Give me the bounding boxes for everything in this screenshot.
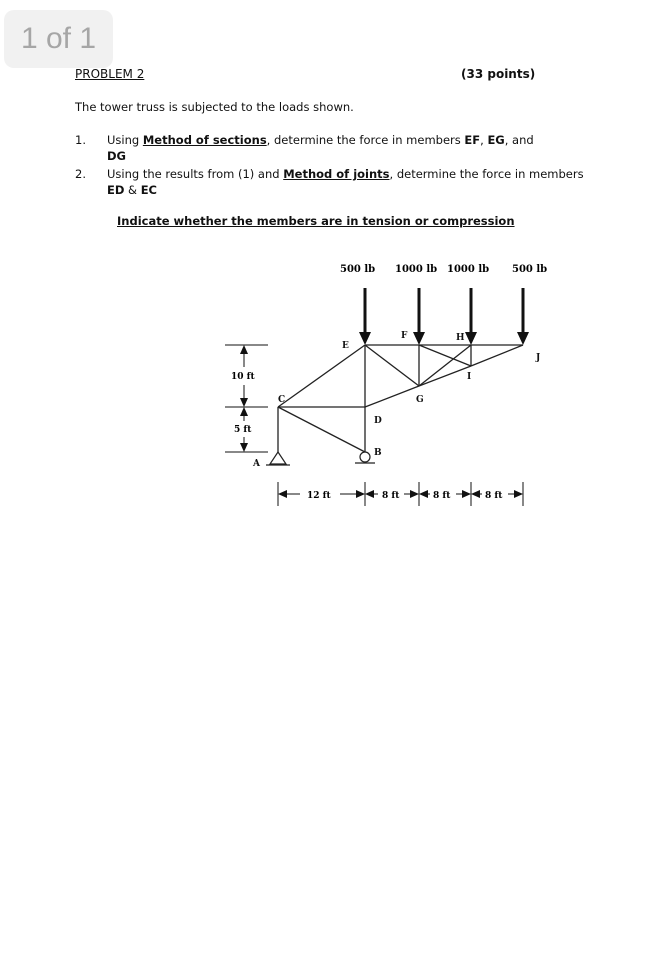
task-text-part: , <box>480 133 488 147</box>
load-label: 1000 lb <box>447 264 490 275</box>
joint-label: D <box>374 416 382 426</box>
task-text-part: , and <box>504 133 534 147</box>
instruction-note: Indicate whether the members are in tension or compression <box>117 214 515 228</box>
dimension-label: 5 ft <box>234 425 252 435</box>
task-text-part: Using the results from (1) and <box>107 167 284 181</box>
task-number: 2. <box>75 167 86 181</box>
load-label: 500 lb <box>340 264 376 275</box>
problem-title: PROBLEM 2 <box>75 67 145 81</box>
joint-label: F <box>401 331 408 341</box>
joint-label: J <box>536 353 541 363</box>
method-of-sections: Method of sections <box>142 133 267 147</box>
load-label: 500 lb <box>512 264 548 275</box>
problem-intro: The tower truss is subjected to the loads shown. <box>75 100 354 114</box>
joint-label: H <box>456 333 465 343</box>
dimension-label: 8 ft <box>433 491 451 501</box>
joint-label: G <box>416 395 424 405</box>
member-ed: ED <box>107 183 125 197</box>
supports <box>266 452 375 465</box>
load-arrows <box>359 288 529 345</box>
truss-members <box>278 345 523 452</box>
dimension-label: 10 ft <box>231 372 255 382</box>
joint-label: I <box>467 372 472 382</box>
task-text-part: , determine the force in members <box>266 133 465 147</box>
dimension-label: 8 ft <box>485 491 503 501</box>
task-text-part: , determine the force in members <box>389 167 584 181</box>
member-ef: EF <box>464 133 481 147</box>
joint-label: E <box>342 341 349 351</box>
task-number: 1. <box>75 133 86 147</box>
task-text-part: Using <box>107 133 143 147</box>
vertical-dimensions <box>225 345 268 452</box>
task-text-part: & <box>124 183 141 197</box>
joint-label: B <box>374 448 382 458</box>
member-dg: DG <box>107 149 126 163</box>
page-indicator: 1 of 1 <box>4 10 113 68</box>
joint-label: A <box>253 459 260 469</box>
load-label: 1000 lb <box>395 264 438 275</box>
problem-points: (33 points) <box>461 67 536 81</box>
dimension-label: 12 ft <box>307 491 331 501</box>
joint-label: C <box>278 395 286 405</box>
dimension-label: 8 ft <box>382 491 400 501</box>
member-ec: EC <box>140 183 157 197</box>
member-eg: EG <box>487 133 505 147</box>
method-of-joints: Method of joints <box>283 167 390 181</box>
